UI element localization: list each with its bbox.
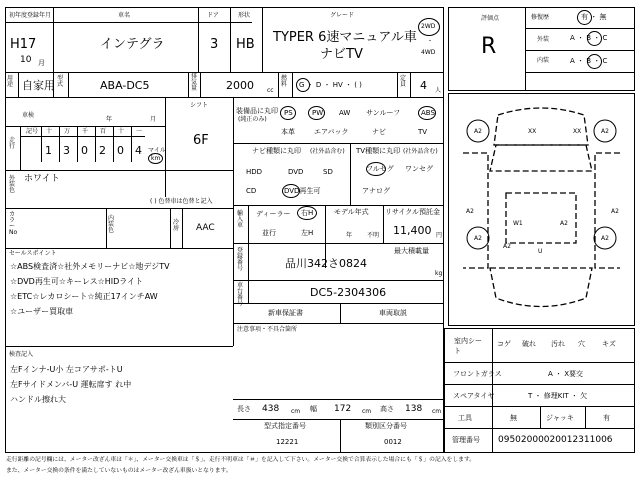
max-load-label: 最大積載量 (394, 247, 429, 255)
equipment-item: TV (418, 128, 428, 136)
capacity-value: 4 (420, 79, 427, 92)
footer-note-2: また、メーター交換の条件を満たしていないものはメーター改ざん車扱いとなります。 (6, 468, 232, 474)
mileage-header-cell: 千 (82, 128, 89, 135)
color-value: ホワイト (24, 174, 60, 184)
shape-value: HB (236, 37, 255, 52)
chassis-value: DC5-2304306 (310, 286, 387, 299)
mileage-header-cell: 一 (136, 128, 143, 135)
inspector-title: 検査記入 (9, 351, 34, 358)
col-line (53, 7, 54, 72)
row-line (233, 205, 444, 206)
capacity-label: 定員 (400, 75, 407, 88)
footer-note-1: 走行距離の記号欄には、メーター改ざん車は「＊」、メーター交換車は「＄」、走行不明車は「＃」を記入して下さい。メーター交換で合算表示した場合にも「＄」の記入をします。 (6, 457, 476, 463)
row-line (5, 22, 252, 23)
mark-roof-2: A2 (560, 220, 568, 227)
reg-no-value: 品川342さ0824 (285, 257, 367, 270)
nav-option: CD (246, 187, 257, 195)
tv-option: アナログ (362, 187, 390, 195)
type-number-label: 型式指定番号 (264, 422, 306, 430)
tv-option: フルセグ (366, 165, 394, 173)
mileage-digit: 2 (99, 144, 106, 157)
grade-label: グレード (330, 12, 355, 19)
col-line (233, 97, 234, 346)
col-line (340, 303, 341, 323)
row-line (233, 243, 444, 244)
sales-point-line: ☆ETC☆レカロシート☆純正17インチAW (10, 292, 158, 301)
windshield-label: フロントガラス (453, 370, 502, 378)
car-rear-outline (490, 268, 592, 307)
capacity-unit: 人 (435, 87, 442, 94)
drive-4wd: 4WD (421, 49, 436, 56)
mileage-digit: 0 (81, 144, 88, 157)
import-dealer: ディーラー (256, 210, 291, 218)
col-line (182, 208, 183, 248)
equipment-item: 本革 (281, 128, 295, 136)
nav-title-note: (社外品含む) (310, 148, 345, 155)
mileage-cell-divider (41, 126, 42, 162)
tv-fullseg-circle (366, 162, 386, 176)
mileage-digit: 3 (63, 144, 70, 157)
col-line (340, 419, 341, 453)
jack-label: ジャッキ (546, 414, 574, 422)
mileage-cell-divider (77, 126, 78, 162)
col-line (525, 7, 526, 91)
displacement-value: 2000 (226, 79, 254, 92)
warranty-label: 新車保証書 (268, 309, 303, 317)
col-line (278, 72, 279, 97)
car-name: インテグラ (100, 37, 165, 52)
length-value: 438 (262, 404, 280, 414)
mark-rear-2: U (538, 248, 543, 255)
import-left-hand: 左H (301, 229, 314, 237)
color-label: 外装色 (9, 175, 16, 194)
rating-score: R (481, 34, 497, 59)
mileage-cell-divider (113, 126, 114, 162)
mark-side-right: A2 (611, 208, 619, 215)
repair-label: 修復歴 (531, 14, 550, 21)
height-label: 高さ (380, 405, 394, 413)
use-value: 自家用 (22, 79, 55, 92)
displacement-unit: cc (267, 87, 274, 94)
type-number-value: 12221 (276, 438, 299, 446)
import-label: 輸入車 (237, 210, 244, 229)
reg-year-label: 初年度登録年月 (9, 12, 52, 19)
doors-value: 3 (210, 37, 219, 52)
col-line (248, 205, 249, 243)
equipment-item: サンルーフ (366, 109, 401, 117)
interior-color-label: 内装色 (108, 215, 115, 234)
width-unit: cm (362, 408, 372, 415)
col-line (200, 72, 201, 97)
shift-label: シフト (190, 102, 209, 109)
inspection-year-unit: 年 (106, 116, 113, 123)
inspector-note-line: 左Fインナ-U小 左コアサポ-トU (10, 365, 123, 374)
mileage-cell-divider (131, 126, 132, 162)
col-line (198, 7, 199, 72)
nav-option: SD (323, 168, 333, 176)
length-label: 長さ (237, 405, 251, 413)
reg-month-unit: 月 (38, 59, 45, 67)
mileage-digit: 0 (117, 144, 124, 157)
tools-label: 工具 (458, 414, 472, 422)
mileage-header-cell: 記号 (26, 128, 39, 135)
col-line (492, 328, 493, 453)
color-no-label: カラーNo (9, 211, 18, 236)
tv-option: ワンセグ (405, 165, 433, 173)
height-unit: cm (432, 408, 442, 415)
inspector-note-line: 左Fサイドメンバ-U 運転席す れ中 (10, 380, 132, 389)
shape-label: 形状 (238, 12, 251, 19)
col-line (230, 7, 231, 72)
sales-point-line: ☆ユーザー買取車 (10, 307, 74, 316)
model-year-unit: 年 (346, 232, 353, 239)
mark-rear-left: A2 (474, 235, 482, 242)
mileage-unit-km: km (151, 155, 161, 162)
col-line (383, 205, 384, 243)
exterior-label: 外装 (537, 36, 550, 43)
nav-dvd-play-circle (282, 184, 300, 198)
color-note: ( ) 色替車は色替と記入 (150, 198, 213, 205)
equip-abs-circle (418, 106, 436, 120)
nav-title: ナビ種類に丸印 (252, 147, 301, 155)
row-line (233, 419, 444, 420)
equipment-title: 装備品に丸印 (236, 107, 278, 115)
interior-label: 内装 (537, 57, 550, 64)
equipment-item: ABS (421, 109, 435, 117)
equip-ps-circle (280, 106, 296, 120)
height-value: 138 (405, 404, 423, 414)
row-line (5, 208, 233, 209)
row-line (5, 126, 165, 127)
seat-option: キズ (602, 340, 616, 348)
import-right-hand: 右H (301, 209, 314, 217)
model-label: 型式 (57, 75, 64, 88)
doors-label: ドア (207, 12, 219, 19)
col-line (262, 7, 263, 72)
row-line (5, 248, 233, 249)
model-value: ABA-DC5 (100, 79, 150, 92)
mileage-header-cell: 十 (118, 128, 125, 135)
tv-title: TV種類に丸印 (356, 147, 401, 155)
model-year-label: モデル年式 (334, 208, 369, 216)
row-line (525, 50, 635, 51)
max-load-unit: kg (435, 270, 443, 277)
equipment-subtitle: (純正のみ) (238, 116, 267, 123)
car-hood (490, 145, 592, 171)
mileage-unit-mile: マイル (148, 147, 166, 154)
row-line (5, 170, 233, 171)
seat-option: 汚れ (551, 340, 565, 348)
col-line (18, 72, 19, 97)
car-name-label: 車名 (118, 12, 131, 19)
row-line (233, 303, 444, 304)
jack-value: 有 (603, 414, 610, 422)
col-line (188, 72, 189, 97)
width-label: 幅 (310, 405, 317, 413)
equipment-item: エアバック (314, 128, 349, 136)
inspector-note-line: ハンドル擦れ大 (10, 395, 66, 404)
reg-no-label: 登録番号 (237, 247, 244, 272)
mileage-cell-divider (95, 126, 96, 162)
manual-label: 車両取説 (379, 309, 407, 317)
interior-seat-label: 室内シート (454, 337, 482, 355)
reg-month: 10 (20, 55, 32, 65)
width-value: 172 (334, 404, 352, 414)
seat-option: 穴 (578, 340, 585, 348)
model-year-unknown: 不明 (367, 232, 380, 239)
row-line (525, 28, 635, 29)
tools-value: 無 (510, 414, 517, 422)
mark-rear-right: A2 (601, 235, 609, 242)
fuel-label: 燃料 (281, 75, 288, 88)
row-line (444, 362, 635, 363)
sales-point-line: ☆ABS検査済☆社外メモリーナビ☆地デジTV (10, 262, 170, 271)
mileage-header-cell: 百 (100, 128, 107, 135)
col-line (68, 72, 69, 97)
recycle-value: 11,400 (393, 224, 432, 237)
car-roof (506, 193, 576, 243)
car-front-outline (494, 108, 588, 145)
nav-option: DVD再生可 (284, 187, 321, 195)
equipment-item: PW (312, 109, 324, 117)
grade-line-2: ナビTV (320, 47, 363, 62)
recycle-label: リサイクル預託金 (385, 208, 441, 216)
cooling-value: AAC (196, 223, 215, 233)
repair-value: 有 ・ 無 (581, 13, 607, 21)
nav-option: DVD (288, 168, 304, 176)
mileage-cell-divider (59, 126, 60, 162)
drive-separator: ・ (427, 38, 434, 45)
drive-2wd: 2WD (421, 23, 436, 30)
row-line (233, 280, 444, 281)
shift-value: 6F (193, 133, 209, 148)
displacement-label: 排気量 (191, 73, 198, 92)
col-line (106, 208, 107, 248)
notes-box-title: 注意事項・不具合箇所 (237, 326, 298, 333)
row-line (525, 72, 635, 73)
col-line (540, 406, 541, 428)
col-line (248, 243, 249, 303)
car-inspection-label: 車検 (22, 112, 35, 119)
sales-points-title: セールスポイント (9, 250, 57, 257)
col-line (20, 126, 21, 170)
mark-hood-left: XX (528, 128, 537, 135)
col-line (170, 208, 171, 248)
row-line (5, 97, 444, 98)
mark-side-left: A2 (466, 208, 474, 215)
sales-point-line: ☆DVD再生可☆キーレス☆HIDライト (10, 277, 144, 286)
spare-tire-value: T ・ 修理KIT ・ 欠 (528, 392, 588, 400)
row-line (5, 72, 444, 73)
equip-pw-circle (308, 106, 325, 120)
col-line (350, 143, 351, 205)
mark-rear-1: A2 (503, 243, 511, 250)
interior-value: A ・ B ・ C (570, 57, 608, 65)
row-line (233, 399, 444, 400)
mgmt-value: 09502000020012311006 (498, 435, 613, 445)
mileage-label: 走行 (9, 137, 16, 150)
col-line (397, 72, 398, 97)
row-line (233, 143, 444, 144)
row-line (233, 323, 444, 324)
spare-tire-label: スペアタイヤ (453, 392, 495, 400)
category-number-label: 類別区分番号 (365, 422, 407, 430)
cooling-label: 冷房 (173, 219, 180, 232)
mileage-digit: 1 (45, 144, 52, 157)
seat-option: コゲ (497, 340, 511, 348)
row-line (444, 384, 635, 385)
equipment-item: ナビ (372, 128, 386, 136)
mark-roof-1: W1 (513, 220, 523, 227)
equipment-item: AW (339, 109, 351, 117)
car-damage-diagram (448, 93, 635, 326)
mark-hood-right: XX (573, 128, 582, 135)
recycle-unit: 円 (436, 232, 443, 239)
col-line (585, 406, 586, 428)
row-line (444, 428, 635, 429)
equipment-item: PS (284, 109, 293, 117)
import-parallel: 並行 (262, 229, 276, 237)
mileage-header-cell: 万 (64, 128, 71, 135)
mileage-digit: 4 (135, 144, 142, 157)
rating-label: 評価点 (481, 15, 500, 22)
mark-front-right: A2 (601, 128, 609, 135)
row-line (5, 346, 233, 347)
col-line (292, 72, 293, 97)
length-unit: cm (291, 408, 301, 415)
use-label: 用途 (7, 75, 14, 88)
row-line (20, 136, 145, 137)
mark-front-left: A2 (474, 128, 482, 135)
inspection-month-unit: 月 (150, 116, 157, 123)
mgmt-label: 管理番号 (452, 436, 480, 444)
fuel-options: G ・ D ・ HV ・ ( ) (299, 81, 362, 89)
nav-option: HDD (246, 168, 263, 176)
reg-era-year: H17 (10, 37, 37, 52)
category-number-value: 0012 (384, 438, 402, 446)
seat-option: 破れ (522, 340, 536, 348)
grade-line-1: TYPER 6速マニュアル車 (273, 30, 417, 45)
chassis-label: 車台番号 (237, 282, 244, 307)
col-line (410, 72, 411, 97)
exterior-value: A ・ B ・ C (570, 34, 608, 42)
windshield-value: A ・ X要交 (548, 370, 584, 378)
tv-title-note: (社外品含む) (403, 148, 438, 155)
mileage-header-cell: 十 (46, 128, 53, 135)
